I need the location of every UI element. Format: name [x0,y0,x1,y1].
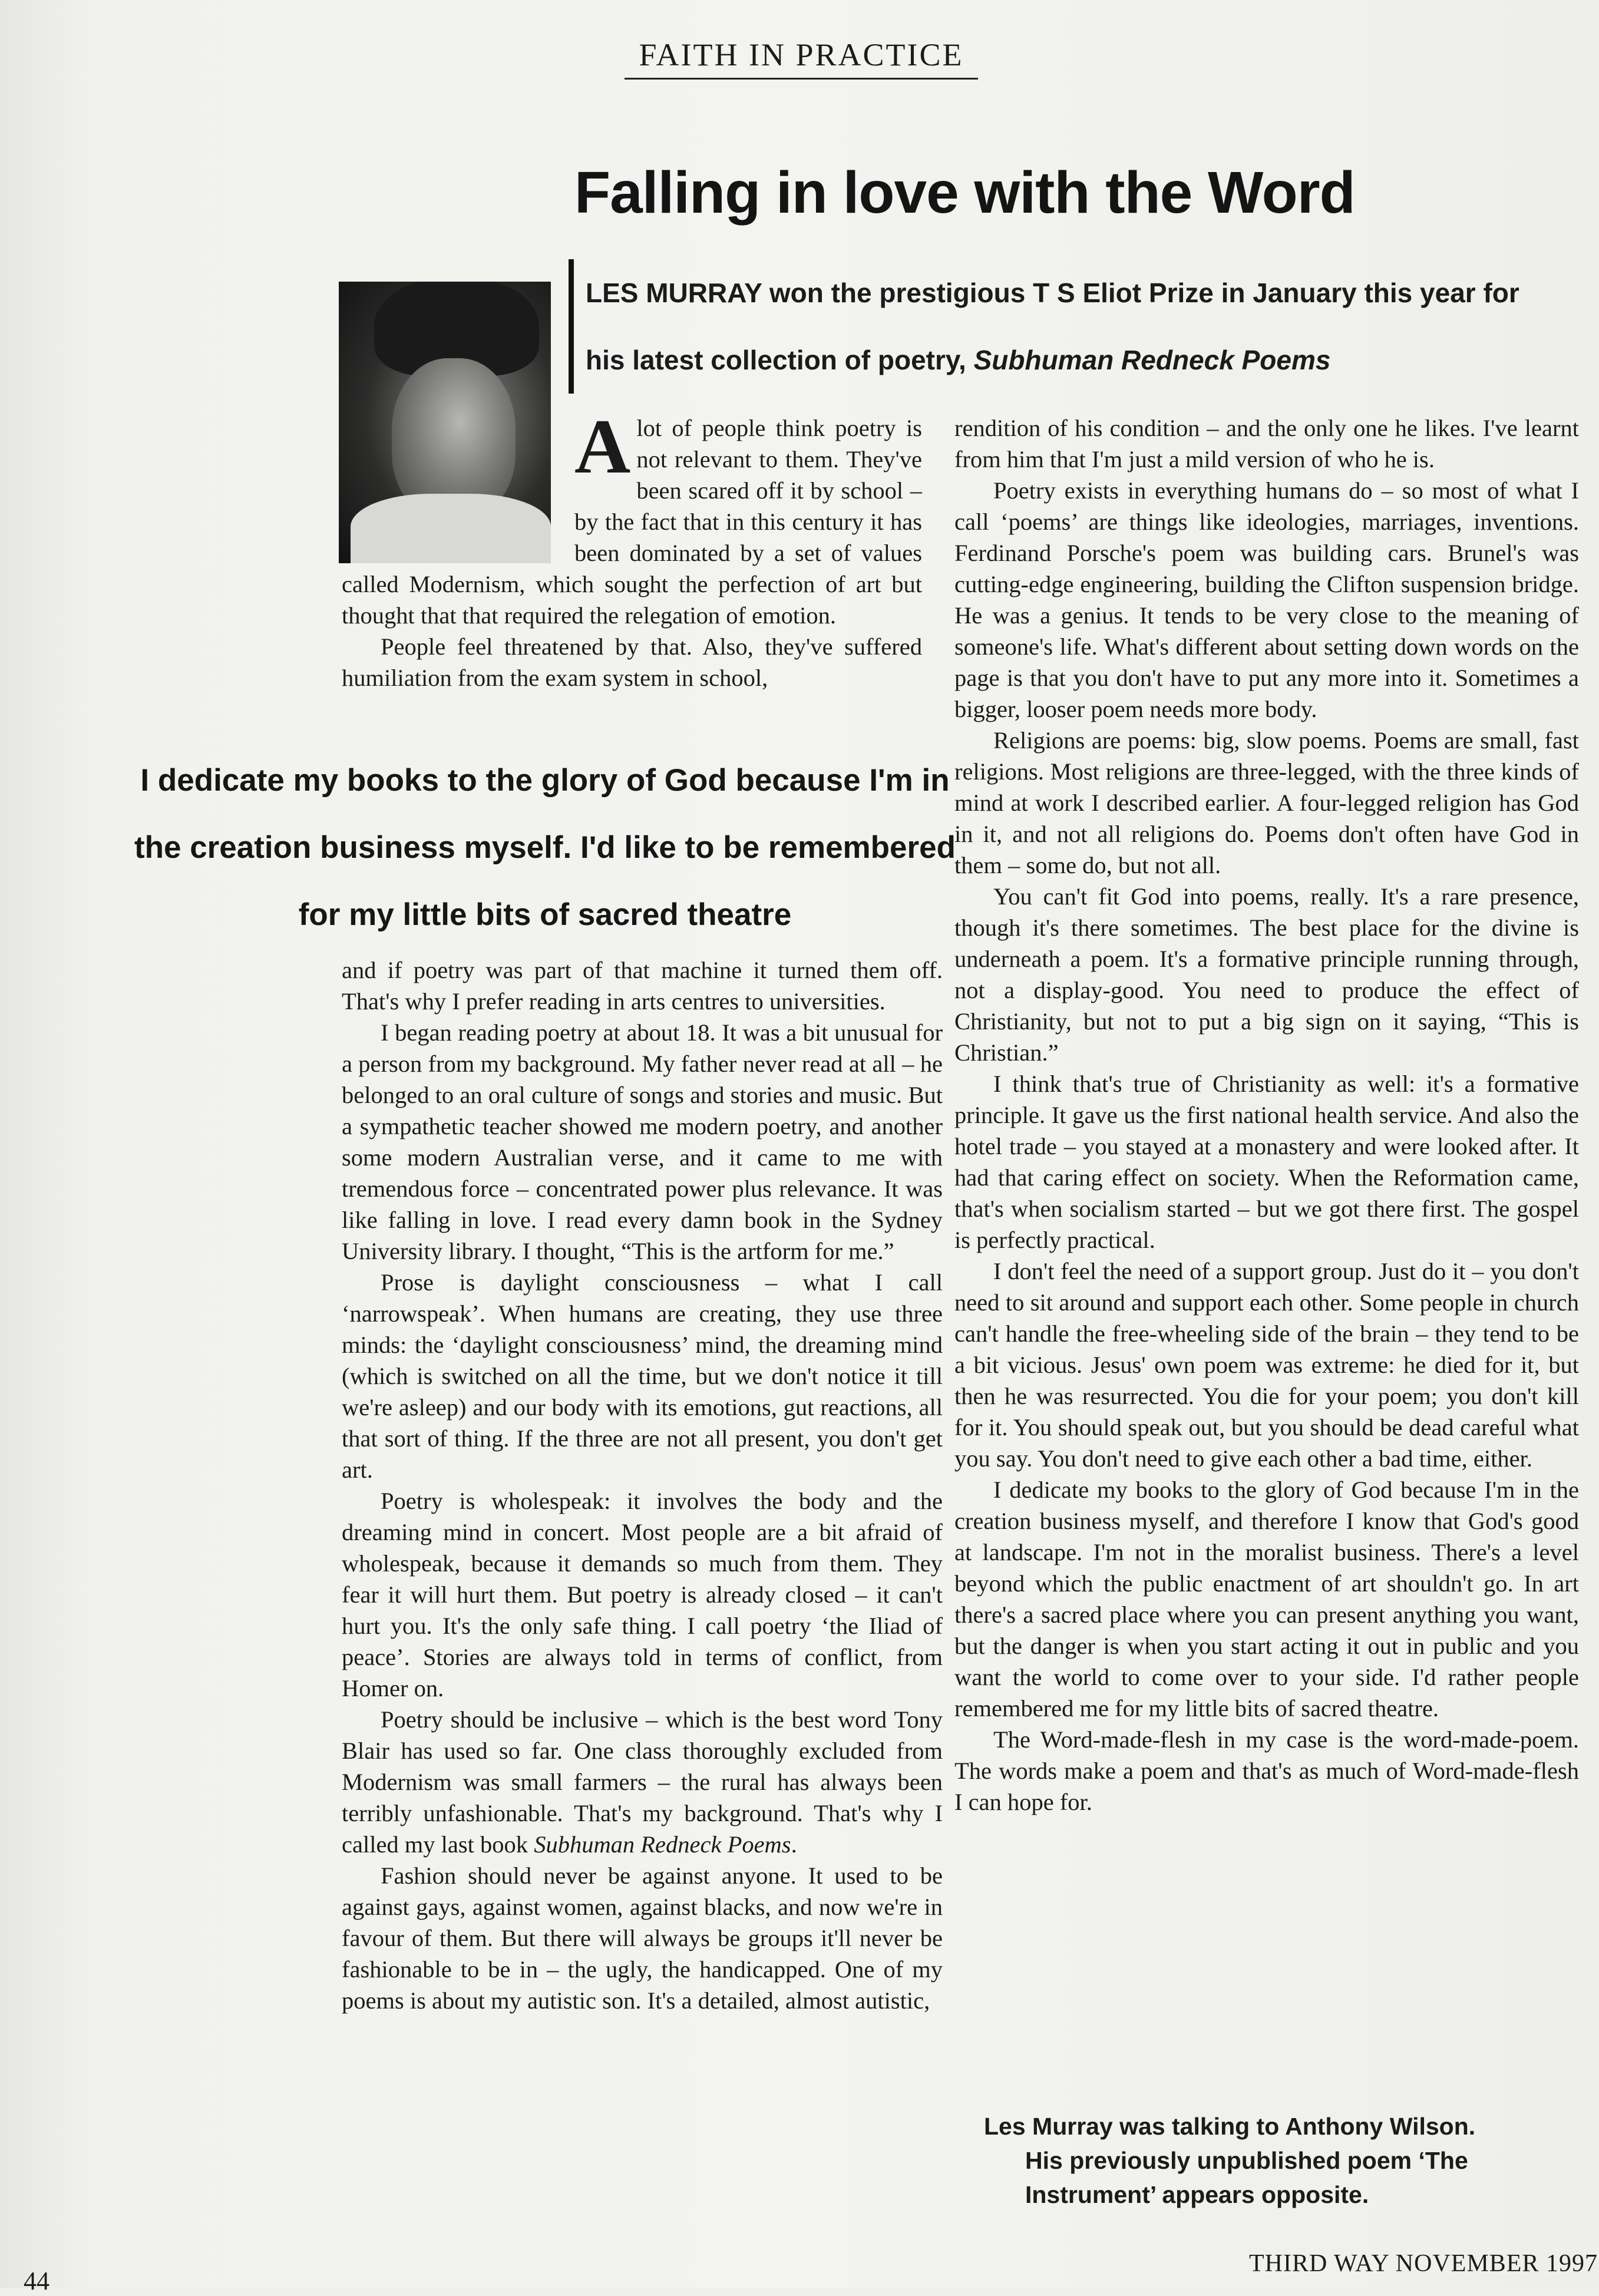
standfirst-book-title: Subhuman Redneck Poems [973,345,1331,375]
paragraph: and if poetry was part of that machine it turned them off. That's why I prefer reading in arts centres to universities. [342,957,943,1015]
paragraph: Prose is daylight consciousness – what I call ‘narrowspeak’. When humans are creating, they use three minds: the ‘daylight consciousness’ mind, the dreaming mind (which is switched on all the time, but we don't notice it till we're asleep) and our body with its emotions, gut reactions, all that sort of thing. If the three are not all present, you don't get art. [342,1269,943,1483]
paragraph: You can't fit God into poems, really. It's a rare presence, though it's there sometimes. The best place for the divine is underneath a poem. It's a formative principle running through, not a display-good. You need to produce the effect of Christianity, but not to put a big sign on it saying, “This is Christian.” [954,883,1579,1066]
interview-credit [984,2109,1591,2212]
paragraph: I think that's true of Christianity as well: it's a formative principle. It gave us the first national health service. And also the hotel trade – you stayed at a monastery and were looked after. It had that caring effect on society. When the Reformation came, that's when socialism started – but we got there first. The gospel is perfectly practical. [954,1071,1579,1253]
column-right [954,412,1579,1818]
pull-quote: I dedicate my books to the glory of God because I'm in the creation business myself. I'd like to be remembered for my little bits of sacred theatre [134,763,956,932]
column-left-intro [342,403,922,693]
credit-line-1: Les Murray was talking to Anthony Wilson. [984,2113,1476,2140]
paragraph: Poetry is wholespeak: it involves the body and the dreaming mind in concert. Most people are a bit afraid of wholespeak, because it demands so much from them. They fear it will hurt them. But poetry is already closed – it can't hurt you. It's the only safe thing. I call poetry ‘the Iliad of peace’. Stories are always told in terms of conflict, from Homer on. [342,1488,943,1702]
credit-line-2: His previously unpublished poem ‘The Instrument’ appears opposite. [1025,2147,1468,2208]
headline: Falling in love with the Word [574,160,1355,226]
paragraph: Poetry should be inclusive – which is the best word Tony Blair has used so far. One class thoroughly excluded from Modernism was small farmers – the rural has always been terribly unfashionable. That's my background. That's why I called my last book Subhuman Redneck Poems. [342,1706,943,1858]
standfirst-name: LES MURRAY [586,277,762,308]
standfirst [569,259,1540,394]
paragraph: Religions are poems: big, slow poems. Poems are small, fast religions. Most religions are three-legged, with the three kinds of mind at work I described earlier. A four-legged religion has God in it, and not all religions do. Poems don't often have God in them – some do, but not all. [954,727,1579,878]
column-left-bottom [342,954,943,2016]
intro-paragraph: Alot of people think poetry is not relevant to them. They've been scared off it by school – by the fact that in this century it has been dominated by a set of values called Modernism, which sought the perfection of art but thought that that required the relegation of emotion. [342,403,922,629]
page-footer: THIRD WAY NOVEMBER 1997 [1249,2250,1598,2277]
paragraph: Poetry exists in everything humans do – so most of what I call ‘poems’ are things like ideologies, marriages, inventions. Ferdinand Porsche's poem was building cars. Brunel's was cutting-edge engineering, building the Clifton suspension bridge. He was a genius. It tends to be very close to the meaning of someone's life. What's different about setting down words on the page is that you don't have to put any more into it. Sometimes a bigger, looser poem needs more body. [954,477,1579,722]
paragraph: Fashion should never be against anyone. It used to be against gays, against women, against blacks, and now we're in favour of them. But there will always be groups it'll never be fashionable to be in – the ugly, the handicapped. One of my poems is about my autistic son. It's a detailed, almost autistic, [342,1862,943,2014]
paragraph: rendition of his condition – and the only one he likes. I've learnt from him that I'm just a mild version of who he is. [954,415,1579,473]
standfirst-text: won the prestigious T S Eliot Prize in January this year for his latest collection of poetry, [586,277,1519,375]
book-title: Subhuman Redneck Poems [534,1831,791,1858]
paragraph: I began reading poetry at about 18. It was a bit unusual for a person from my background. My father never read at all – he belonged to an oral culture of songs and stories and music. But a sympathetic teacher showed me modern poetry, and another some modern Australian verse, and it came to me with tremendous force – concentrated power plus relevance. It was like falling in love. I read every damn book in the Sydney University library. I thought, “This is the artform for me.” [342,1019,943,1264]
paragraph: I don't feel the need of a support group. Just do it – you don't need to sit around and support each other. Some people in church can't handle the free-wheeling side of the brain – they tend to be a bit vicious. Jesus' own poem was extreme: he died for it, but then he was resurrected. You die for your poem; you don't kill for it. You should speak out, but you should be dead careful what you say. You don't need to give each other a bad time, either. [954,1258,1579,1472]
paragraph: I dedicate my books to the glory of God because I'm in the creation business myself, and therefore I know that God's good at landscape. I'm not in the moralist business. There's a level beyond which the public enactment of art shouldn't go. In art there's a sacred place where you can present anything you want, but the danger is when you start acting it out in public and you want the world to come over to your side. I'd rather people remembered me for my little bits of sacred theatre. [954,1476,1579,1722]
paragraph: People feel threatened by that. Also, they've suffered humiliation from the exam system in school, [342,633,922,691]
page-number: 44 [24,2267,49,2295]
dropcap: A [574,403,631,490]
paragraph: The Word-made-flesh in my case is the word-made-poem. The words make a poem and that's as much of Word-made-flesh I can hope for. [954,1726,1579,1815]
section-label: FAITH IN PRACTICE [625,37,978,80]
